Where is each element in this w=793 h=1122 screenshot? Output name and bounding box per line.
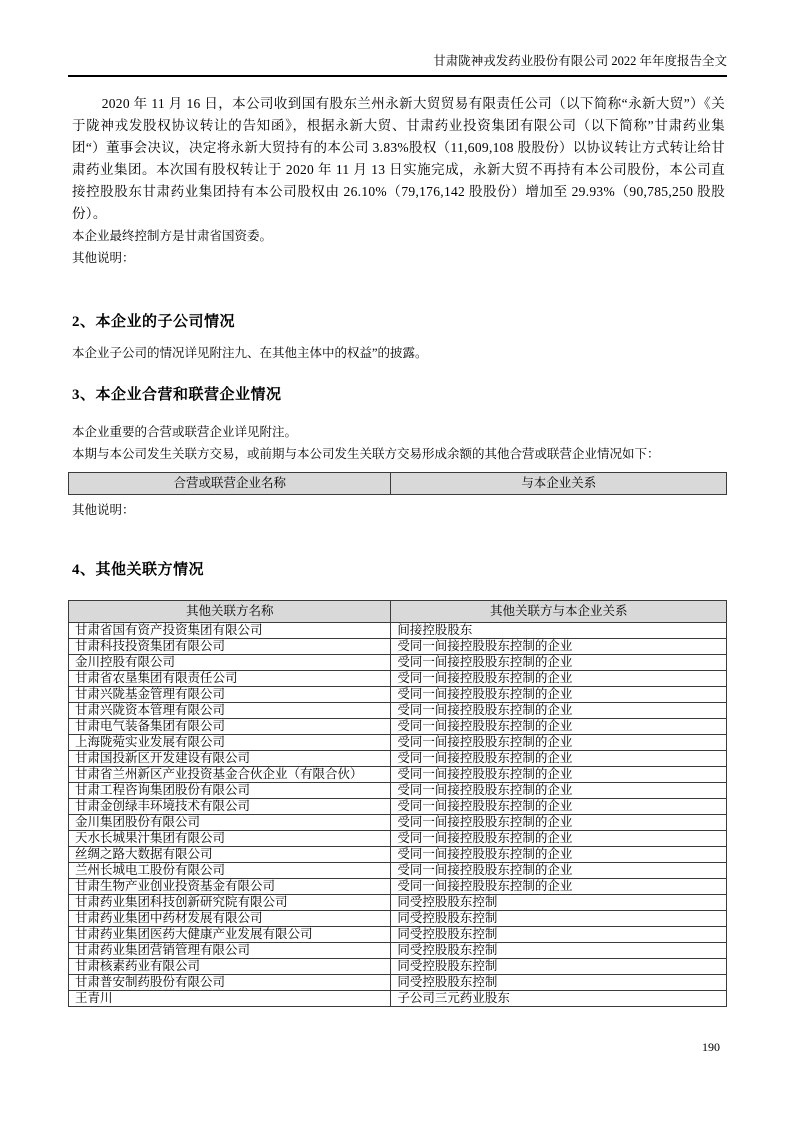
table-row [69,735,727,751]
related-party-relation-header: 其他关联方与本企业关系 [391,601,727,623]
related-party-relation-cell: 同受控股股东控制 [391,895,727,911]
related-party-relation-cell: 同受控股股东控制 [391,927,727,943]
related-parties-table-body [69,623,727,1007]
related-party-relation-cell: 同受控股股东控制 [391,959,727,975]
table-row [69,879,727,895]
page-number: 190 [702,1040,720,1054]
related-party-name-cell: 甘肃国投新区开发建设有限公司 [69,751,391,767]
table-header-row [69,473,727,495]
table-row [69,719,727,735]
section-4-heading: 4、其他关联方情况 [72,562,205,578]
table-row [69,927,727,943]
table-row [69,847,727,863]
related-party-name-cell: 甘肃药业集团科技创新研究院有限公司 [69,895,391,911]
related-party-name-cell: 甘肃科技投资集团有限公司 [69,639,391,655]
related-party-name-cell: 天水长城果汁集团有限公司 [69,831,391,847]
related-party-name-cell: 甘肃药业集团营销管理有限公司 [69,943,391,959]
table-row [69,703,727,719]
table-row [69,863,727,879]
table-row [69,975,727,991]
table-row [69,943,727,959]
related-party-name-cell: 甘肃省农垦集团有限责任公司 [69,671,391,687]
related-party-relation-cell: 受同一间接控股股东控制的企业 [391,815,727,831]
related-parties-table [68,600,727,1007]
related-party-name-cell: 上海陇菀实业发展有限公司 [69,735,391,751]
table-row [69,831,727,847]
jv-name-header: 合营或联营企业名称 [69,473,391,495]
jv-relation-header: 与本企业关系 [391,473,727,495]
related-party-relation-cell: 间接控股股东 [391,623,727,639]
related-party-relation-cell: 受同一间接控股股东控制的企业 [391,751,727,767]
related-party-relation-cell: 受同一间接控股股东控制的企业 [391,847,727,863]
section-3-body-2: 本期与本公司发生关联方交易，或前期与本公司发生关联方交易形成余额的其他合营或联营企业情况如下： [72,447,660,461]
related-party-name-cell: 金川控股有限公司 [69,655,391,671]
table-row [69,751,727,767]
section-3-heading: 3、本企业合营和联营企业情况 [72,387,282,403]
related-party-name-cell: 甘肃兴陇基金管理有限公司 [69,687,391,703]
related-party-relation-cell: 受同一间接控股股东控制的企业 [391,831,727,847]
table-row [69,799,727,815]
table-row [69,671,727,687]
related-party-name-cell: 甘肃省兰州新区产业投资基金合伙企业（有限合伙） [69,767,391,783]
related-party-relation-cell: 受同一间接控股股东控制的企业 [391,735,727,751]
table-row [69,767,727,783]
table-row [69,959,727,975]
related-party-name-cell: 甘肃核素药业有限公司 [69,959,391,975]
related-party-relation-cell: 受同一间接控股股东控制的企业 [391,879,727,895]
table-row [69,911,727,927]
related-party-name-cell: 甘肃生物产业创业投资基金有限公司 [69,879,391,895]
final-controller-note: 本企业最终控制方是甘肃省国资委。 [72,229,273,243]
section-3-body-1: 本企业重要的合营或联营企业详见附注。 [72,425,298,439]
table-row [69,687,727,703]
related-party-name-cell: 甘肃药业集团中药材发展有限公司 [69,911,391,927]
related-party-name-cell: 甘肃兴陇资本管理有限公司 [69,703,391,719]
related-party-relation-cell: 受同一间接控股股东控制的企业 [391,719,727,735]
related-party-relation-cell: 受同一间接控股股东控制的企业 [391,639,727,655]
related-party-name-cell: 兰州长城电工股份有限公司 [69,863,391,879]
related-party-name-cell: 金川集团股份有限公司 [69,815,391,831]
document-header [68,0,727,77]
section-2-body: 本企业子公司的情况详见附注九、在其他主体中的权益”的披露。 [72,346,428,360]
related-party-relation-cell: 受同一间接控股股东控制的企业 [391,703,727,719]
related-party-name-cell: 甘肃工程咨询集团股份有限公司 [69,783,391,799]
related-party-relation-cell: 同受控股股东控制 [391,975,727,991]
related-party-relation-cell: 子公司三元药业股东 [391,991,727,1007]
related-party-name-cell: 甘肃金创绿丰环境技术有限公司 [69,799,391,815]
table-row [69,991,727,1007]
related-party-name-cell: 王青川 [69,991,391,1007]
joint-venture-table [68,472,727,495]
related-party-relation-cell: 受同一间接控股股东控制的企业 [391,783,727,799]
document-header-title: 甘肃陇神戎发药业股份有限公司 2022 年年度报告全文 [433,54,727,68]
equity-transfer-paragraph: 2020 年 11 月 16 日，本公司收到国有股东兰州永新大贸贸易有限责任公司（以下简称“永新大贸”）《关于陇神戎发股权协议转让的告知函》，根据永新大贸、甘肃药业投资集团有限公司（以下简称”甘肃药业集团“）董事会决议，决定将永新大贸持有的本公司 3.83%股权（11,609,108 股股份）以协议转让方式转让给甘肃药业集团。本次国有股权转让于 2020 年 11 月 13 日实施完成，永新大贸不再持有本公司股份，本公司直接控股股东甘肃药业集团持有本公司股权由 26.10%（79,176,142 股股份）增加至 29.93%（90,785,250 股股份）。 [72,96,725,221]
related-party-relation-cell: 受同一间接控股股东控制的企业 [391,767,727,783]
table-row [69,815,727,831]
page-content [68,0,727,1007]
related-party-relation-cell: 受同一间接控股股东控制的企业 [391,655,727,671]
related-party-relation-cell: 受同一间接控股股东控制的企业 [391,799,727,815]
other-notes-label-2: 其他说明： [72,503,135,517]
table-row [69,895,727,911]
related-party-relation-cell: 受同一间接控股股东控制的企业 [391,687,727,703]
related-party-relation-cell: 同受控股股东控制 [391,911,727,927]
related-party-name-cell: 甘肃普安制药股份有限公司 [69,975,391,991]
section-2-heading: 2、本企业的子公司情况 [72,314,236,330]
related-party-name-header: 其他关联方名称 [69,601,391,623]
table-row [69,783,727,799]
table-row [69,655,727,671]
related-party-relation-cell: 受同一间接控股股东控制的企业 [391,863,727,879]
related-party-relation-cell: 受同一间接控股股东控制的企业 [391,671,727,687]
table-row [69,639,727,655]
table-header-row [69,601,727,623]
related-party-name-cell: 甘肃药业集团医药大健康产业发展有限公司 [69,927,391,943]
related-party-name-cell: 丝绸之路大数据有限公司 [69,847,391,863]
related-party-name-cell: 甘肃电气装备集团有限公司 [69,719,391,735]
table-row [69,623,727,639]
related-party-relation-cell: 同受控股股东控制 [391,943,727,959]
other-notes-label-1: 其他说明： [72,251,135,265]
related-party-name-cell: 甘肃省国有资产投资集团有限公司 [69,623,391,639]
